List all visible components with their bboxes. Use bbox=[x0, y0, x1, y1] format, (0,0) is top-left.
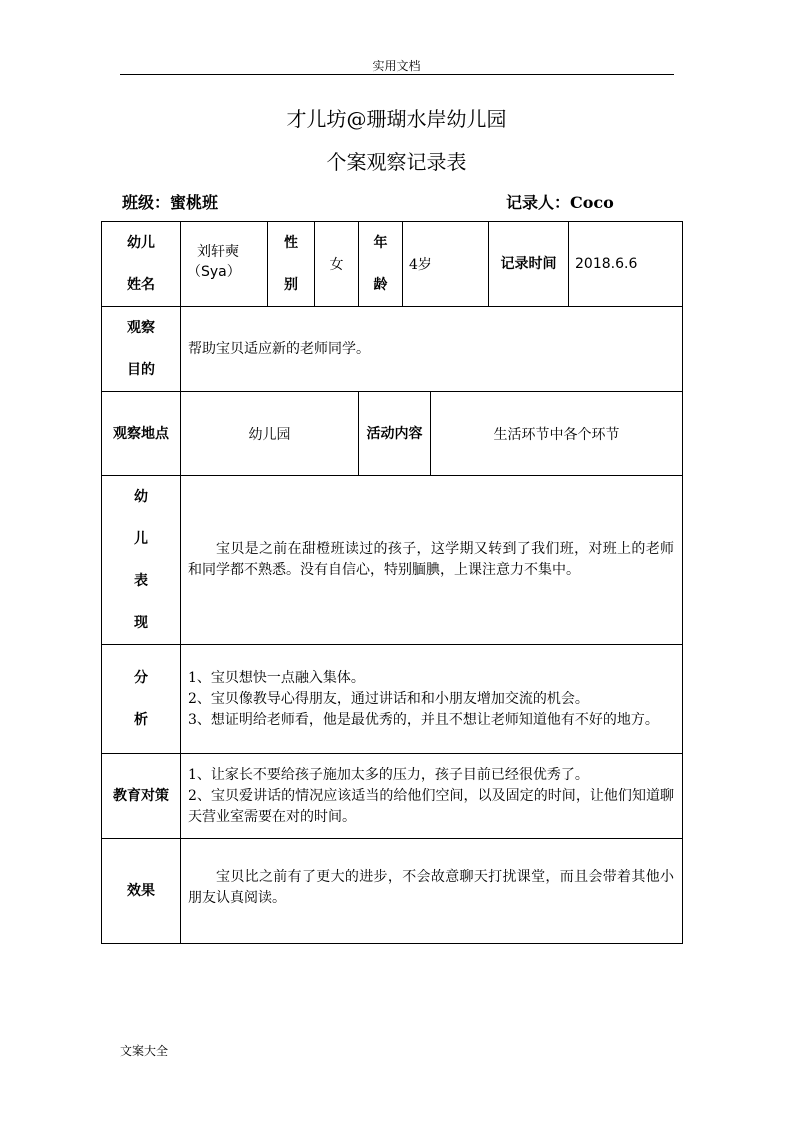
analysis-list bbox=[181, 645, 683, 754]
list-item: 2、宝贝爱讲话的情况应该适当的给他们空间，以及固定的时间，让他们知道聊天营业室需要在对的时间。 bbox=[188, 787, 675, 825]
kindergarten-title: 才儿坊@珊瑚水岸幼儿园 bbox=[286, 107, 507, 131]
activity-value: 生活环节中各个环节 bbox=[431, 392, 683, 476]
location-value: 幼儿园 bbox=[181, 392, 359, 476]
page-footer: 文案大全 bbox=[120, 1044, 169, 1058]
strategy-list bbox=[181, 754, 683, 839]
strategy-label: 教育对策 bbox=[102, 754, 181, 839]
record-time-value: 2018.6.6 bbox=[569, 222, 683, 307]
analysis-label: 分析 bbox=[102, 645, 181, 754]
behavior-label: 幼儿表现 bbox=[102, 476, 181, 645]
class-label: 班级：蜜桃班 bbox=[122, 193, 219, 212]
list-item: 2、宝贝像教导心得朋友，通过讲话和和小朋友增加交流的机会。 bbox=[188, 690, 589, 707]
effect-label: 效果 bbox=[102, 839, 181, 944]
header-divider bbox=[120, 74, 674, 75]
list-item: 3、想证明给老师看，他是最优秀的，并且不想让老师知道他有不好的地方。 bbox=[188, 711, 659, 728]
age-label: 年龄 bbox=[359, 222, 403, 307]
table-row bbox=[102, 307, 683, 392]
table-row bbox=[102, 645, 683, 754]
purpose-label: 观察目的 bbox=[102, 307, 181, 392]
table-row bbox=[102, 476, 683, 645]
activity-label: 活动内容 bbox=[359, 392, 431, 476]
table-row bbox=[102, 839, 683, 944]
child-name-label: 幼儿姓名 bbox=[102, 222, 181, 307]
behavior-value: 宝贝是之前在甜橙班读过的孩子，这学期又转到了我们班，对班上的老师和同学都不熟悉。没有自信心，特别腼腆，上课注意力不集中。 bbox=[181, 476, 683, 645]
observation-table bbox=[101, 221, 683, 944]
child-name-value: 刘轩奭 （Sya） bbox=[181, 222, 268, 307]
effect-value: 宝贝比之前有了更大的进步，不会故意聊天打扰课堂，而且会带着其他小朋友认真阅读。 bbox=[181, 839, 683, 944]
form-title: 个案观察记录表 bbox=[326, 150, 467, 174]
location-label: 观察地点 bbox=[102, 392, 181, 476]
table-row bbox=[102, 222, 683, 307]
table-row bbox=[102, 392, 683, 476]
purpose-value: 帮助宝贝适应新的老师同学。 bbox=[181, 307, 683, 392]
gender-label: 性别 bbox=[268, 222, 315, 307]
table-row bbox=[102, 754, 683, 839]
gender-value: 女 bbox=[315, 222, 359, 307]
list-item: 1、让家长不要给孩子施加太多的压力，孩子目前已经很优秀了。 bbox=[188, 766, 589, 783]
page-header: 实用文档 bbox=[372, 59, 421, 73]
list-item: 1、宝贝想快一点融入集体。 bbox=[188, 669, 365, 686]
record-time-label: 记录时间 bbox=[489, 222, 569, 307]
age-value: 4岁 bbox=[403, 222, 489, 307]
recorder-label: 记录人：Coco bbox=[506, 193, 614, 212]
